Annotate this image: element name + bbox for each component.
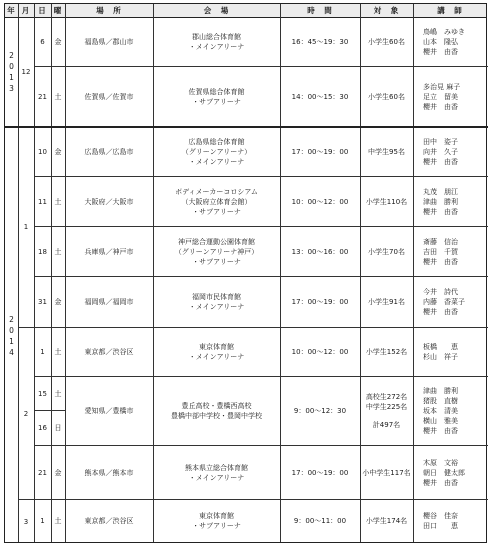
time-cell: 9：00～12：30 [293, 407, 347, 415]
lecturer-name: 丸茂 朋江 [423, 187, 458, 196]
year-2013 [5, 18, 18, 126]
place-cell: 佐賀県／佐賀市 [84, 92, 134, 101]
lecturer-name: 櫻井 由香 [423, 257, 458, 266]
month-1: 1 [23, 223, 29, 231]
place-cell: 愛知県／豊橋市 [84, 407, 134, 415]
venue-line: 佐賀県総合体育館 [188, 87, 245, 96]
venue-line: ・サブアリーナ [192, 257, 241, 266]
venue-cell [153, 227, 280, 276]
venue-line: 郡山総合体育館 [192, 33, 241, 41]
time-cell: 10：00～12：00 [291, 197, 349, 206]
weekday-cell: 土 [54, 389, 62, 398]
venue-line: ・サブアリーナ [192, 207, 241, 216]
venue-line: ・メインアリーナ [188, 43, 245, 51]
venue-line: 東京体育館 [199, 343, 234, 351]
lecturer-name: 内藤 香菜子 [423, 298, 465, 306]
lecturers-cell [423, 227, 487, 276]
weekday-cell: 土 [54, 348, 62, 356]
lecturer-name: 櫻井 由香 [423, 207, 458, 216]
place-cell: 東京都／渋谷区 [84, 517, 134, 525]
weekday-cell: 土 [54, 517, 62, 525]
lecturer-name: 山本 隆弘 [423, 38, 458, 46]
lecturer-name: 足立 留美 [423, 92, 458, 101]
time-cell: 13：00～16：00 [291, 247, 349, 256]
venue-line: 神戸総合運動公園体育館 [178, 237, 255, 246]
target-line: 小学生70名 [368, 247, 405, 256]
lecturers-cell [423, 277, 487, 327]
lecturer-name: 猪股 直樹 [423, 397, 458, 405]
time-cell: 9：00～11：00 [293, 517, 347, 525]
place-cell: 福島県／郡山市 [84, 38, 134, 46]
venue-line: （グリーンアリーナ神戸） [174, 247, 259, 256]
venue-cell [153, 127, 280, 176]
time-cell: 17：00～19：00 [291, 468, 349, 477]
venue-line: ・サブアリーナ [192, 522, 241, 530]
event-schedule-table [4, 3, 487, 543]
target-cell [360, 446, 413, 499]
lecturers-cell [423, 328, 487, 376]
venue-line: ・メインアリーナ [188, 473, 245, 482]
year-2014 [5, 127, 18, 544]
year-digit: 0 [9, 325, 14, 335]
target-line: 中学生225名 [365, 403, 408, 411]
venue-cell [153, 18, 280, 66]
place-cell: 兵庫県／神戸市 [84, 247, 134, 256]
day-cell: 10 [38, 147, 47, 156]
header-month: 月 [21, 6, 31, 15]
lecturers-cell [423, 446, 487, 499]
day-cell: 16 [38, 424, 47, 432]
year-digit: 3 [9, 84, 14, 93]
lecturer-name: 向井 久子 [423, 147, 458, 156]
venue-line: ボディメーカーコロシアム [175, 187, 258, 196]
target-cell [360, 328, 413, 376]
venue-line: 東京体育館 [199, 512, 234, 520]
venue-line: ・メインアリーナ [188, 157, 245, 166]
header-time: 時 間 [307, 6, 333, 15]
year-digit: 0 [9, 62, 14, 71]
lecturer-name: 杉山 祥子 [423, 353, 458, 361]
target-line: 小中学生117名 [362, 468, 411, 477]
day-cell: 15 [38, 389, 47, 398]
grid-line [413, 4, 414, 542]
day-cell: 21 [38, 468, 47, 477]
target-cell [360, 18, 413, 66]
place-cell: 福岡県／福岡市 [84, 298, 134, 306]
target-cell [360, 377, 413, 445]
lecturers-cell [423, 377, 487, 445]
venue-line: 熊本県立総合体育館 [185, 463, 248, 472]
lecturer-name: 櫻谷 佳奈 [423, 512, 458, 520]
lecturer-name: 板橋 恵 [423, 343, 458, 351]
header-weekday: 曜 [53, 6, 63, 15]
month-12: 12 [21, 68, 31, 76]
target-cell [360, 227, 413, 276]
header-day: 日 [38, 6, 47, 15]
place-cell: 熊本県／熊本市 [84, 468, 134, 477]
target-line: 計497名 [372, 421, 401, 429]
venue-line: ・メインアリーナ [188, 303, 245, 311]
year-digit: 2 [9, 51, 14, 60]
lecturer-name: 櫻井 由香 [423, 308, 458, 316]
weekday-cell: 土 [54, 197, 62, 206]
target-line: 小学生174名 [365, 517, 408, 525]
year-digit: 1 [9, 336, 14, 346]
lecturer-name: 櫻井 由香 [423, 157, 458, 166]
target-cell [360, 177, 413, 226]
target-line: 小学生91名 [368, 298, 405, 306]
lecturer-name: 津曲 勝利 [423, 387, 458, 395]
lecturer-name: 横山 雅美 [423, 417, 458, 425]
lecturer-name: 津曲 勝利 [423, 197, 458, 206]
time-cell: 10：00～12：00 [291, 348, 349, 356]
target-cell [360, 127, 413, 176]
target-line: 小学生152名 [365, 348, 408, 356]
weekday-cell: 金 [54, 468, 62, 477]
weekday-cell: 金 [54, 147, 62, 156]
lecturers-cell [423, 67, 487, 126]
venue-line: 広島県総合体育館 [188, 137, 245, 146]
year-digit: 1 [9, 73, 14, 82]
day-cell: 21 [38, 92, 47, 101]
day-cell: 11 [38, 197, 47, 206]
target-line: 中学生95名 [368, 147, 405, 156]
time-cell: 17：00～19：00 [291, 298, 349, 306]
venue-cell [153, 500, 280, 542]
venue-cell [153, 446, 280, 499]
time-cell: 14：00～15：30 [291, 92, 349, 101]
year-digit: 2 [9, 314, 14, 324]
venue-line: （大阪府立体育会館） [181, 197, 252, 206]
lecturers-cell [423, 177, 487, 226]
venue-cell [153, 277, 280, 327]
year-digit: 4 [9, 347, 14, 357]
weekday-cell: 日 [54, 424, 62, 432]
weekday-cell: 土 [54, 92, 62, 101]
day-cell: 1 [40, 517, 45, 525]
target-line: 高校生272名 [365, 393, 408, 401]
venue-cell [153, 67, 280, 126]
place-cell: 広島県／広島市 [84, 147, 134, 156]
weekday-cell: 金 [54, 298, 62, 306]
lecturer-name: 木原 文裕 [423, 458, 458, 467]
venue-cell [153, 328, 280, 376]
header-lecturers: 講 師 [437, 6, 463, 15]
header-year: 年 [7, 6, 16, 15]
weekday-cell: 金 [54, 38, 62, 46]
venue-line: ・メインアリーナ [188, 353, 245, 361]
time-cell: 17：00～19：00 [291, 147, 349, 156]
lecturers-cell [423, 127, 487, 176]
lecturer-name: 田中 姿子 [423, 137, 458, 146]
lecturer-name: 鳥嶋 みゆき [423, 28, 465, 36]
target-cell [360, 67, 413, 126]
target-line: 小学生60名 [368, 38, 405, 46]
lecturer-name: 櫻井 由香 [423, 427, 458, 435]
target-line: 小学生60名 [368, 92, 405, 101]
day-cell: 31 [38, 298, 47, 306]
month-2: 2 [23, 409, 29, 418]
lecturers-cell [423, 18, 487, 66]
lecturer-name: 今井 詩代 [423, 288, 458, 296]
header-venue: 会 場 [203, 6, 230, 15]
time-cell: 16：45～19：30 [291, 38, 349, 46]
target-cell [360, 277, 413, 327]
header-place: 場 所 [96, 6, 122, 15]
place-cell: 東京都／渋谷区 [84, 348, 134, 356]
venue-line: 豊橋中部中学校・豊岡中学校 [171, 412, 262, 420]
venue-line: 福岡市民体育館 [192, 293, 241, 301]
target-line: 小学生110名 [365, 197, 408, 206]
day-cell: 6 [40, 38, 45, 46]
venue-cell [153, 177, 280, 226]
lecturer-name: 斎藤 信治 [423, 237, 458, 246]
lecturer-name: 櫻井 由香 [423, 48, 458, 56]
lecturer-name: 吉田 千賀 [423, 247, 458, 256]
target-cell [360, 500, 413, 542]
venue-line: 豊丘高校・豊橋西高校 [181, 402, 252, 410]
venue-line: ・サブアリーナ [192, 97, 241, 106]
lecturer-name: 多治見 麻子 [423, 82, 461, 91]
weekday-cell: 土 [54, 247, 62, 256]
lecturer-name: 田口 恵 [423, 522, 458, 530]
lecturer-name: 朝日 健太郎 [423, 468, 465, 477]
place-cell: 大阪府／大阪市 [84, 197, 134, 206]
lecturer-name: 櫻井 由香 [423, 102, 458, 111]
header-target: 対 象 [373, 6, 400, 15]
month-3: 3 [23, 518, 29, 526]
day-cell: 1 [40, 348, 45, 356]
day-cell: 18 [38, 247, 47, 256]
venue-line: （グリーンアリーナ） [181, 147, 252, 156]
lecturers-cell [423, 500, 487, 542]
lecturer-name: 坂本 清美 [423, 407, 458, 415]
lecturer-name: 櫻井 由香 [423, 478, 458, 487]
venue-cell [153, 377, 280, 445]
